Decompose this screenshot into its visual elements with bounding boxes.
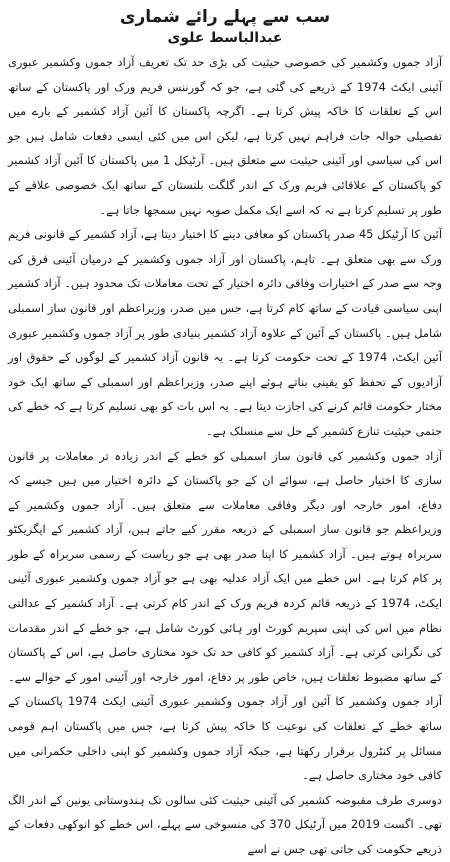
author-byline: عبدالباسط علوی (167, 30, 283, 46)
paragraph: آزاد جموں وکشمیر کی خصوصی حیثیت کی بڑی حد تک تعریف آزاد جموں وکشمیر عبوری آئینی ایکٹ 1974 کے ذریعے کی گئی ہے، جو کہ گورننس فریم ورک اور پاکستان کے ساتھ اس کے تعلقات کا خاکہ پیش کرتا ہے۔ اگرچہ پاکستان کا آئین آزاد کشمیر کے بارے میں تفصیلی حوالہ جات فراہم نہیں کرتا ہے، لیکن اس میں کئی ایسی دفعات شامل ہیں جو اس کی سیاسی اور آئینی حیثیت سے متعلق ہیں۔ آرٹیکل 1 میں پاکستان کا آئین آزاد کشمیر کو پاکستان کے علاقائی فریم ورک کے اندر گلگت بلتستان کے ساتھ ایک خصوصی علاقے کے طور پر تسلیم کرتا ہے نہ کہ اسے ایک مکمل صوبہ نہیں سمجھا جاتا ہے۔ (8, 55, 443, 217)
paragraph: دوسری طرف مقبوضہ کشمیر کی آئینی حیثیت کئی سالوں تک ہندوستانی یونین کے اندر الگ تھی۔ اگست 2019 میں آرٹیکل 370 کی منسوخی سے پہلے، اس خطے کو انوکھی دفعات کے ذریعے حکومت کی جاتی تھی جس نے اسے (8, 792, 442, 856)
article (8, 6, 443, 856)
article-title: سب سے پہلے رائے شماری (119, 7, 331, 27)
paragraph: آئین کا آرٹیکل 45 صدر پاکستان کو معافی دینے کا اختیار دیتا ہے، آزاد کشمیر کے قانونی فریم ورک سے بھی متعلق ہے۔ تاہم، پاکستان اور آزاد جموں وکشمیر کے درمیان آئینی فرق کی وجہ سے صدر کے اختیارات وفاقی دائرہ اختیار کے تحت معاملات تک محدود ہیں۔ آزاد کشمیر اپنی سیاسی قیادت کے ساتھ کام کرتا ہے، جس میں صدر، وزیراعظم اور قانون ساز اسمبلی شامل ہیں۔ پاکستان کے آئین کے علاوہ آزاد کشمیر بنیادی طور پر آزاد جموں وکشمیر عبوری آئین ایکٹ، 1974 کے تحت حکومت کرتا ہے۔ یہ قانون آزاد کشمیر کے لوگوں کے حقوق اور آزادیوں کے تحفظ کو یقینی بناتے ہوئے اپنے صدر، وزیراعظم اور اسمبلی کے ساتھ ایک خود مختار حکومت قائم کرنے کی اجازت دیتا ہے۔ یہ اس بات کو بھی تسلیم کرتا ہے کہ خطے کی حتمی حیثیت تنازع کشمیر کے حل سے منسلک ہے۔ (8, 227, 442, 438)
paragraph: آزاد جموں وکشمیر کی قانون ساز اسمبلی کو خطے کے اندر زیادہ تر معاملات پر قانون سازی کا اختیار حاصل ہے، سوائے ان کے جو پاکستان کے دائرہ اختیار میں ہیں جیسے کہ دفاع، امور خارجہ اور دیگر وفاقی معاملات سے متعلق ہیں۔ آزاد جموں وکشمیر کے وزیراعظم جو قانون ساز اسمبلی کے ذریعہ مقرر کیے جاتے ہیں، آزاد کشمیر کے ایگزیکٹو سربراہ ہوتے ہیں۔ آزاد کشمیر کا اپنا صدر بھی ہے جو ریاست کے رسمی سربراہ کے طور پر کام کرتا ہے۔ اس خطے میں ایک آزاد عدلیہ بھی ہے جو آزاد جموں وکشمیر عبوری آئینی ایکٹ، 1974 کے ذریعہ قائم کردہ فریم ورک کے اندر کام کرتی ہے۔ آزاد کشمیر کے عدالتی نظام میں اس کی اپنی سپریم کورٹ اور ہائی کورٹ شامل ہے، جو خطے کے اندر مقدمات کی نگرانی کرتی ہے۔ آزاد کشمیر کو کافی حد تک خود مختاری حاصل ہے، اس کے پاکستان کے ساتھ مضبوط تعلقات ہیں، خاص طور پر دفاع، امور خارجہ اور آئینی امور کے حوالے سے۔ آزاد جموں وکشمیر کا آئین اور آزاد جموں وکشمیر عبوری آئینی ایکٹ 1974 پاکستان کے ساتھ خطے کے تعلقات کی نوعیت کا خاکہ پیش کرتا ہے، جس میں پاکستان اہم قومی مسائل پر کنٹرول برقرار رکھتا ہے، جبکہ آزاد جموں وکشمیر کو اپنی داخلی حکمرانی میں کافی خود مختاری حاصل ہے۔ (8, 448, 442, 783)
